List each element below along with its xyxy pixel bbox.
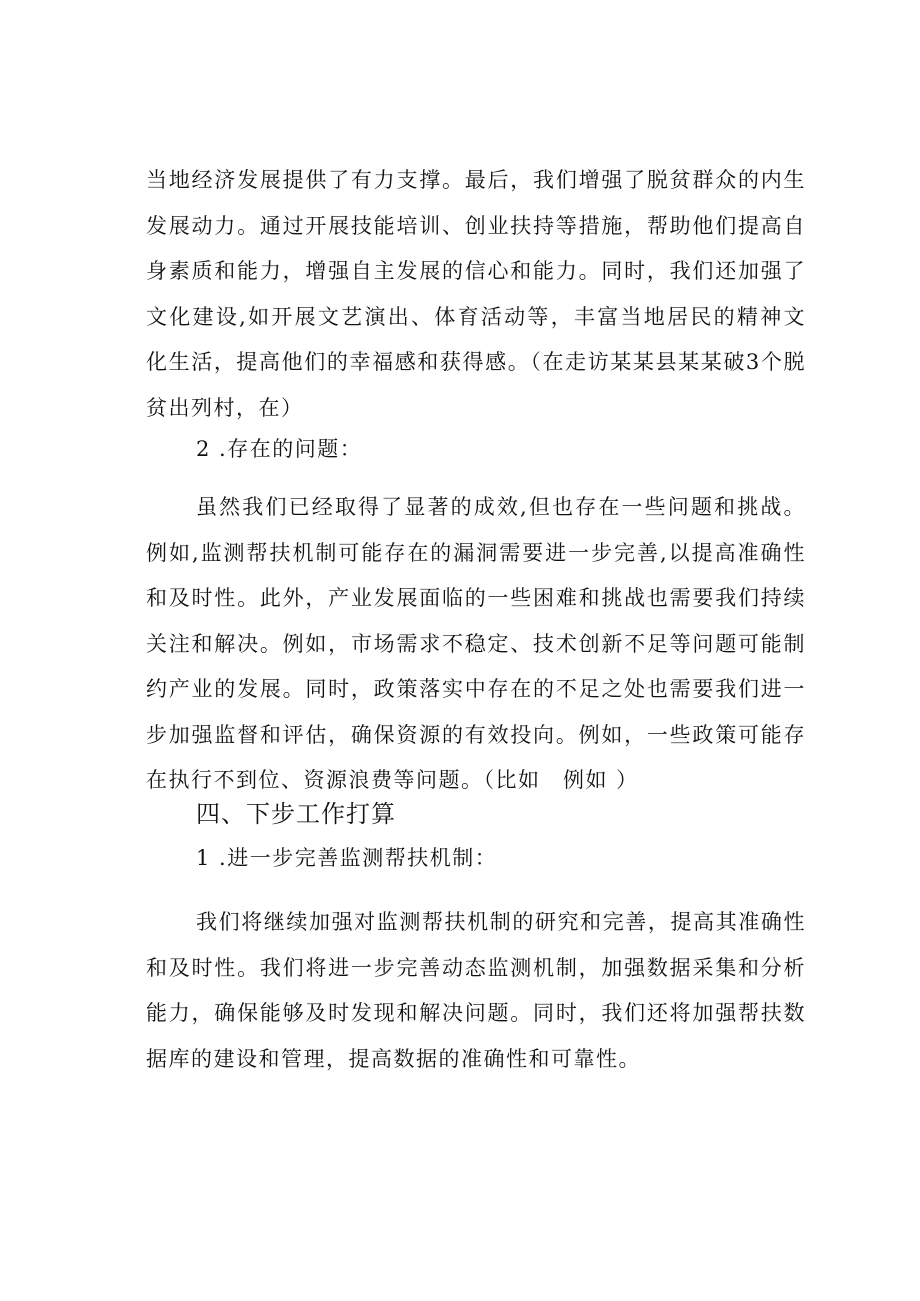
paragraph-continued: 当地经济发展提供了有力支撑。最后，我们增强了脱贫群众的内生发展动力。通过开展技能培训、创业扶持等措施，帮助他们提高自身素质和能力，增强自主发展的信心和能力。同时，我们还加强了文化建设,如开展文艺演出、体育活动等，丰富当地居民的精神文化生活，提高他们的幸福感和获得感。（在走访某某县某某破3个脱贫出列村，在） [146, 168, 806, 420]
section-heading-next-steps: 四、下步工作打算 [196, 800, 396, 828]
paragraph-problems: 虽然我们已经取得了显著的成效,但也存在一些问题和挑战。例如,监测帮扶机制可能存在的漏洞需要进一步完善,以提高准确性和及时性。此外，产业发展面临的一些困难和挑战也需要我们持续关注和解决。例如，市场需求不稳定、技术创新不足等问题可能制约产业的发展。同时，政策落实中存在的不足之处也需要我们进一步加强监督和评估，确保资源的有效投向。例如，一些政策可能存在执行不到位、资源浪费等问题。（比如 例如 ） [146, 495, 806, 792]
paragraph-improve-monitoring: 我们将继续加强对监测帮扶机制的研究和完善，提高其准确性和及时性。我们将进一步完善动态监测机制，加强数据采集和分析能力，确保能够及时发现和解决问题。同时，我们还将加强帮扶数据库的建设和管理，提高数据的准确性和可靠性。 [146, 910, 806, 1071]
subheading-existing-problems: 2 .存在的问题： [196, 437, 363, 461]
subheading-improve-monitoring: 1 .进一步完善监测帮扶机制： [196, 846, 498, 870]
